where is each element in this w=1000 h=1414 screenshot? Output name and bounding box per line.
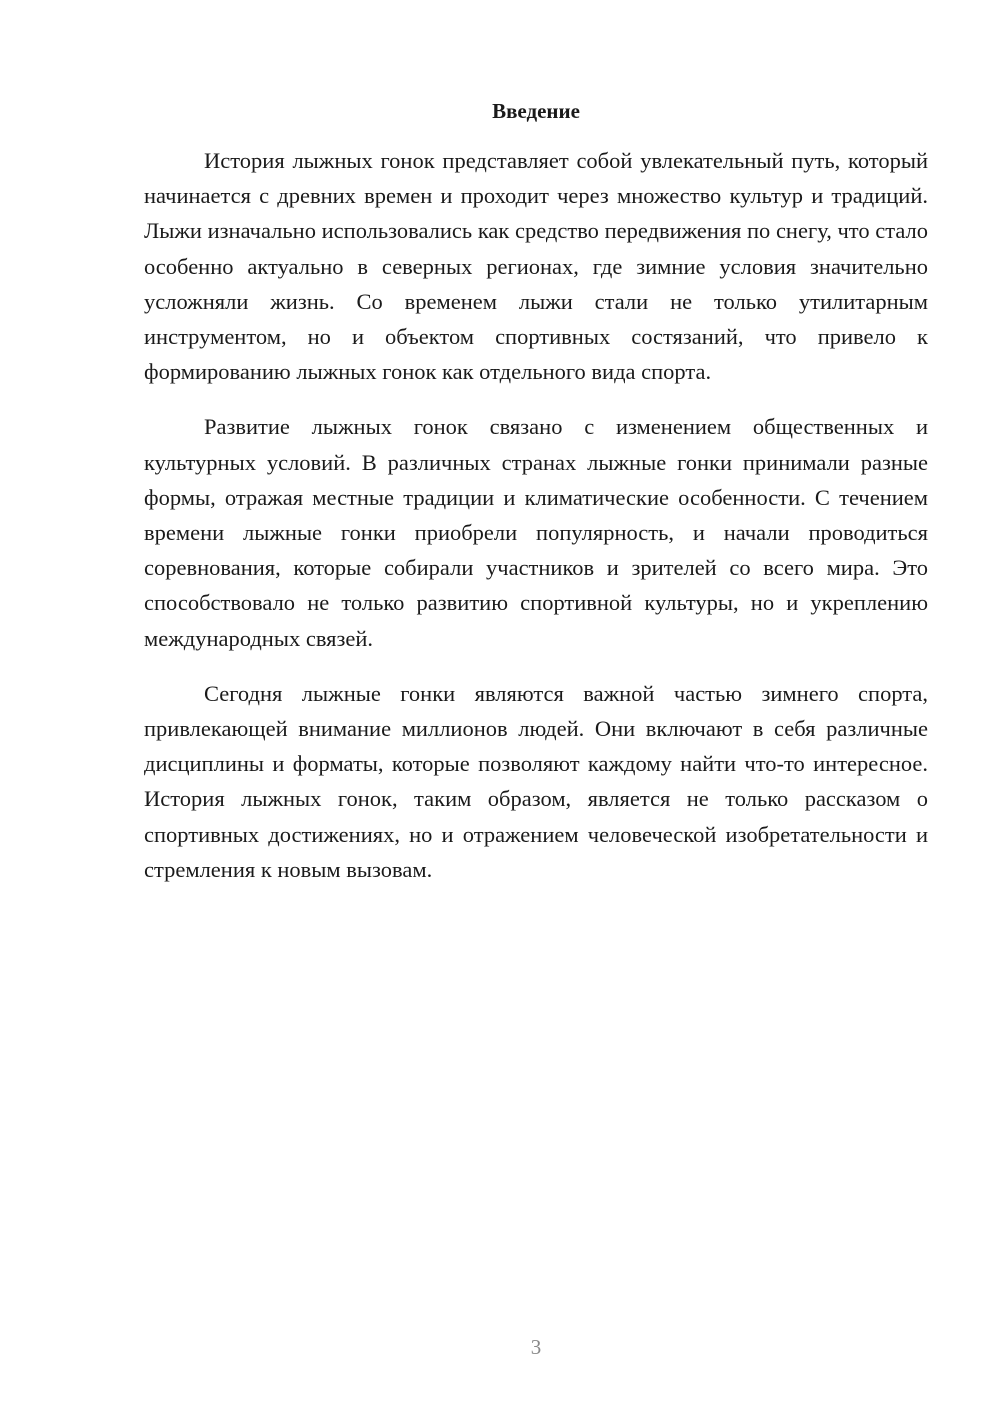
page-number: 3 — [530, 1335, 542, 1359]
body-text — [144, 143, 928, 907]
paragraph-3: Сегодня лыжные гонки являются важной частью зимнего спорта, привлекающей внимание миллионов людей. Они включают в себя различные дисциплины и форматы, которые позволяют каждому найти что-то интересное. История лыжных гонок, таким образом, является не только рассказом о спортивных достижениях, но и отражением человеческой изобретательности и стремления к новым вызовам. — [144, 680, 928, 882]
section-heading: Введение — [492, 99, 580, 123]
paragraph-1: История лыжных гонок представляет собой увлекательный путь, который начинается с древних времен и проходит через множество культур и традиций. Лыжи изначально использовались как средство передвижения по снегу, что стало особенно актуально в северных регионах, где зимние условия значительно усложняли жизнь. Со временем лыжи стали не только утилитарным инструментом, но и объектом спортивных состязаний, что привело к формированию лыжных гонок как отдельного вида спорта. — [144, 148, 928, 385]
paragraph-2: Развитие лыжных гонок связано с изменением общественных и культурных условий. В различных странах лыжные гонки принимали разные формы, отражая местные традиции и климатические особенности. С течением времени лыжные гонки приобрели популярность, и начали проводиться соревнования, которые собирали участников и зрителей со всего мира. Это способствовало не только развитию спортивной культуры, но и укреплению международных связей. — [144, 414, 928, 651]
